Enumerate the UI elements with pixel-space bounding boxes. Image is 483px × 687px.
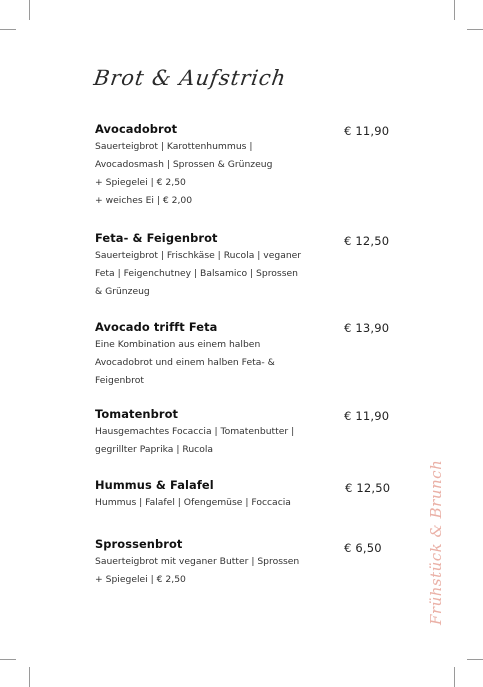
menu-item-description: & Grünzeug [95,286,150,297]
menu-item-name: Avocadobrot [95,122,178,136]
menu-item-description: Eine Kombination aus einem halben [95,339,261,350]
menu-item-price: € 12,50 [344,234,390,248]
crop-mark [29,667,30,687]
side-category-label: Frühstück & Brunch [427,459,445,625]
menu-item-extra: + Spiegelei | € 2,50 [95,574,186,585]
menu-item-extra: + weiches Ei | € 2,00 [95,195,193,206]
crop-mark [0,659,16,660]
menu-item-description: Hummus | Falafel | Ofengemüse | Foccacia [95,497,291,508]
crop-mark [467,659,483,660]
menu-item-description: Sauerteigbrot mit veganer Butter | Sprossen [95,556,300,567]
menu-item-description: Feta | Feigenchutney | Balsamico | Sprossen [95,268,298,279]
menu-item-extra: + Spiegelei | € 2,50 [95,177,186,188]
menu-item-name: Tomatenbrot [95,407,179,421]
menu-item-name: Sprossenbrot [95,537,183,551]
menu-item-price: € 11,90 [344,409,390,423]
crop-mark [29,0,30,20]
crop-mark [454,0,455,20]
menu-item-price: € 6,50 [344,541,382,555]
menu-item-price: € 11,90 [344,124,390,138]
crop-mark [454,667,455,687]
menu-item-description: Sauerteigbrot | Frischkäse | Rucola | veganer [95,250,302,261]
crop-mark [467,29,483,30]
menu-item-name: Feta- & Feigenbrot [95,231,218,245]
menu-item-description: Hausgemachtes Focaccia | Tomatenbutter | [95,426,295,437]
menu-item-description: Avocadosmash | Sprossen & Grünzeug [95,159,273,170]
section-heading: Brot & Aufstrich [92,66,289,90]
menu-item-description: gegrillter Paprika | Rucola [95,444,213,455]
menu-item-price: € 12,50 [345,481,391,495]
menu-item-description: Feigenbrot [95,375,144,386]
menu-item-name: Hummus & Falafel [95,478,214,492]
menu-item-description: Avocadobrot und einem halben Feta- & [95,357,275,368]
menu-item-name: Avocado trifft Feta [95,320,218,334]
crop-mark [0,29,16,30]
menu-item-description: Sauerteigbrot | Karottenhummus | [95,141,253,152]
menu-item-price: € 13,90 [344,321,390,335]
